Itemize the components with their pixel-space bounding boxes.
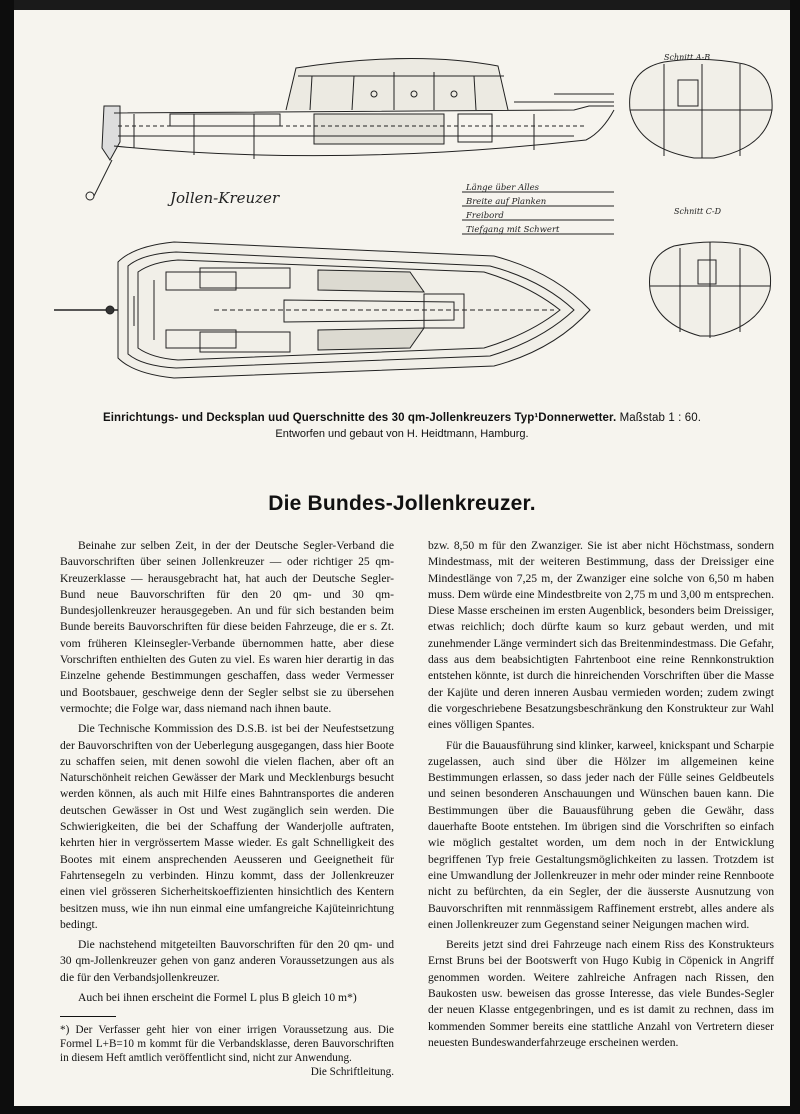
cross-section-1-drawing <box>630 59 773 158</box>
paragraph: Die Technische Kommission des D.S.B. ist bei der Neufestsetzung der Bauvorschriften von der Ueberlegung ausgegangen, dass hier Boote zu schaffen seien, mit denen sowohl die vielen flachen, aber oft an Naturschönheit reichen Gewässer der Mark und Mecklenburgs besucht werden können, als auch mit Hilfe eines Bahntransportes die anderen deutschen Gewässer in Ost und West zugänglich sein werden. Die Schwierigkeiten, die bei der Schaffung der Wanderjolle auftraten, kehrten hier in vergrössertem Masse wieder. Es galt Schnelligkeit des Bootes mit einem ansprechenden Aeusseren und Geeignetheit für Fahrtensegeln zu verbinden. Hinzu kommt, dass der Jollenkreuzer einen viel grösseren Sicherheitskoeffizienten hinsichtlich des Kentern besitzen muss, wie ihn nun einmal eine umfangreiche Kajüteinrichtung bedingt. <box>60 722 394 931</box>
footnote-text: *) Der Verfasser geht hier von einer irrigen Voraussetzung aus. Die Formel L+B=10 m kommt für die Verbandsklasse, deren Bauvorschriften in diesem Heft amtlich veröffentlicht sind, nicht zur Anwendung. <box>60 1024 394 1065</box>
paragraph: Beinahe zur selben Zeit, in der der Deutsche Segler-Verband die Bauvorschriften über seinen Jollenkreuzer — oder richtiger 25 qm-Kreuzerklasse — herausgebracht hat, hat auch der Deutsche Segler-Bund neue Bauvorschriften für den 20 qm- und 30 qm-Bundesjollenkreuzer herausgegeben. An und für sich bestanden beim Bunde bereits Bauvorschriften für diese beiden Fahrzeuge, die er s. Zt. vom früheren Kleinsegler-Verbande übernommen hatte, aber diese Vorschriften enthielten des Guten zu viel. Es waren hier derartig in das Einzelne gehende Bestimmungen geschaffen, dass weder Vermesser und Bootsbauer, geschweige denn der Segler selbst sie zu übersehen vermochte; die Folge war, dass niemand nach ihnen baute. <box>60 539 394 715</box>
right-column <box>428 538 774 1055</box>
caption-scale: Maßstab 1 : 60. <box>619 412 701 424</box>
footnote <box>60 1023 394 1079</box>
caption-title: Einrichtungs- und Decksplan uud Querschnitte des 30 qm-Jollenkreuzers Typ¹Donnerwetter. <box>102 412 617 424</box>
deck-plan-drawing <box>54 242 590 378</box>
cross-section-2-drawing <box>650 242 771 338</box>
section-label-1: Schnitt A-B <box>664 53 711 62</box>
side-elevation-drawing <box>86 58 614 200</box>
caption-line-1 <box>14 412 790 424</box>
boat-plan-drawings <box>14 10 790 410</box>
dimension-label: Länge über Alles <box>466 183 540 193</box>
left-column <box>60 538 394 1079</box>
figure-caption <box>14 412 790 440</box>
footnote-divider <box>60 1016 116 1017</box>
caption-line-2: Entworfen und gebaut von H. Heidtmann, Hamburg. <box>275 428 529 440</box>
paragraph: Die nachstehend mitgeteilten Bauvorschriften für den 20 qm- und 30 qm-Jollenkreuzer gehen von ganz anderen Voraussetzungen aus als die für den Verbandsjollenkreuzer. <box>60 938 394 984</box>
scan-edge-left <box>0 0 14 1114</box>
scan-edge-right <box>790 0 800 1114</box>
paragraph: Für die Bauausführung sind klinker, karweel, knickspant und Scharpie zugelassen, auch sind über die Hölzer im allgemeinen keine Bestimmungen erlassen, so dass jeder nach der Fülle seines Geldbeutels und seinen besonderen Anschauungen und Wünschen bauen kann. Die Bestimmungen über die Bauausführung geben die Gewähr, dass dauerhafte Boote entstehen. Im übrigen sind die Vorschriften so einfach wie möglich gestaltet worden, um dem noch in der Entwicklung begriffenen Typ freie Gestaltungsmöglichkeiten zu lassen. Trotzdem ist eine Umwandlung der Jollenkreuzer in mehr oder minder reine Rennboote nicht zu befürchten, da ein Segler, der die äusserste Ausnutzung von Bauvorschriften mit rennmässigem Raffinement erstrebt, alles andere als einen Jollenkreuzer zum Gegenstand seiner Neigungen machen wird. <box>428 738 774 931</box>
dimension-label: Breite auf Planken <box>466 197 547 207</box>
dimension-label: Tiefgang mit Schwert <box>466 225 560 235</box>
formula-line: Auch bei ihnen erscheint die Formel L plus B gleich 10 m*) <box>78 991 357 1005</box>
paragraph: Bereits jetzt sind drei Fahrzeuge nach einem Riss des Konstrukteurs Ernst Bruns bei der Bootswerft von Hugo Kubig in Cöpenick in Angriff genommen worden. Weitere zahlreiche Anfragen nach Rissen, den Baukosten usw. beweisen das grosse Interesse, das viele Bundes-Segler der neuen Klasse entgegenbringen, und es ist damit zu rechnen, dass im kommenden Sommer bereits eine stattliche Anzahl von Vertretern dieser neuesten Bundeswanderfahrzeuge erscheinen werden. <box>428 938 774 1049</box>
document-page <box>14 10 790 1106</box>
section-label-2: Schnitt C-D <box>674 207 722 216</box>
dimension-label: Freibord <box>466 211 504 221</box>
article-title: Die Bundes-Jollenkreuzer. <box>268 492 536 515</box>
paragraph: bzw. 8,50 m für den Zwanziger. Sie ist aber nicht Höchstmass, sondern Mindestmass, mit der weiteren Bestimmung, dass der Dreissiger eine Mindestlänge von 7,25 m, der Zwanziger eine solche von 6,50 m haben muss. Dem würde eine Mindestbreite von 2,75 m und 3,00 m entsprechen. Diese Masse erscheinen im ersten Augenblick, besonders beim Dreissiger, etwas reichlich; doch dürfte kaum so kurz gebaut werden, und mit zunehmender Länge vermindert sich das Breitenmindestmass. Die Gefahr, dass aus dem beabsichtigten Fahrtenboot eine reine Rennkonstruktion entstehen könnte, ist durch die hinreichenden Vorschriften über die Masse der Kajüte und deren inneren Ausbau vermieden worden; zudem zwingt die vorgeschriebene Besatzungsbeschränkung den Konstrukteur zur Wahl eines völligen Spantes. <box>428 539 774 732</box>
drawing-script-title: Jollen-Kreuzer <box>170 189 280 207</box>
scan-edge-bottom <box>0 1106 800 1114</box>
footnote-signature: Die Schriftleitung. <box>310 1066 394 1079</box>
